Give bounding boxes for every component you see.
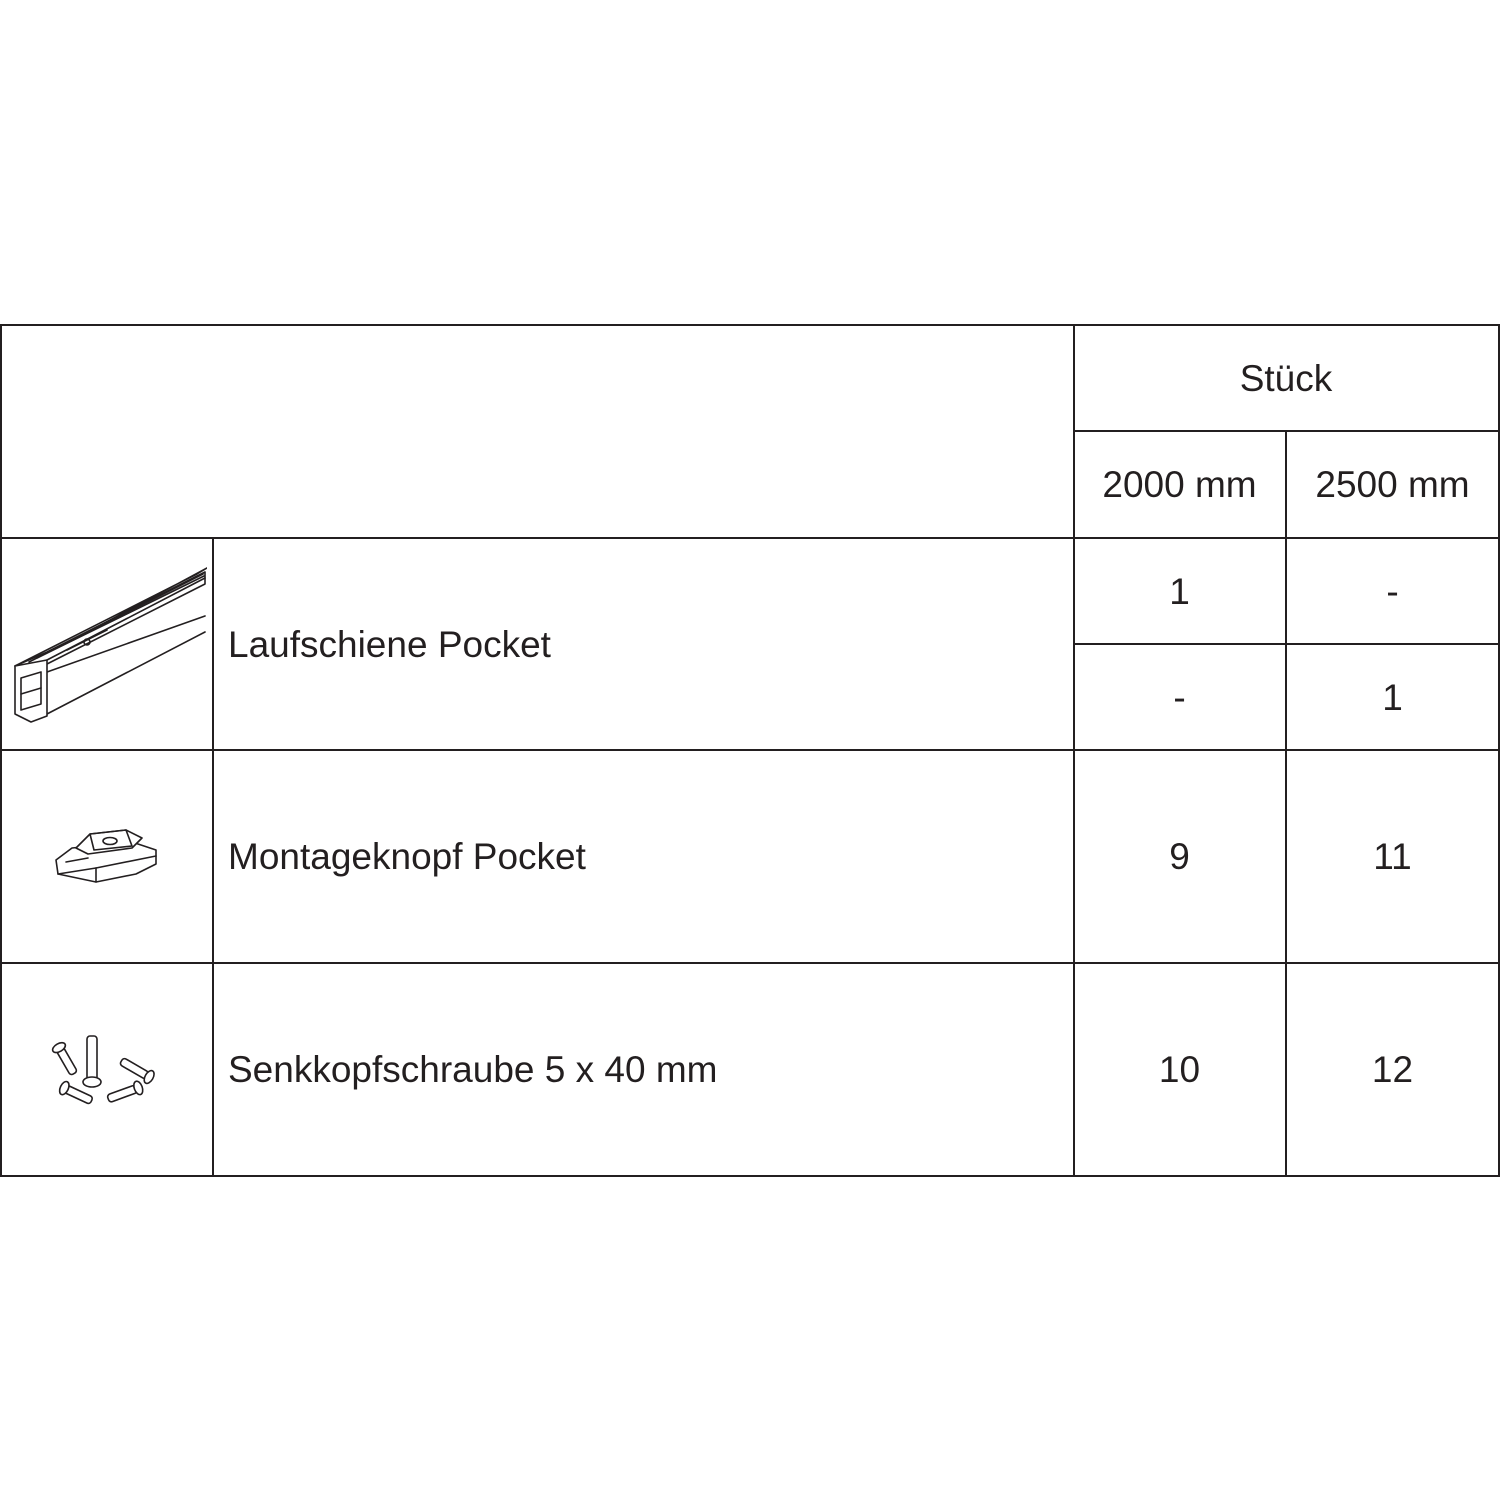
table-row-icon-cell <box>2 751 212 962</box>
table-row-label-cell <box>214 539 1073 749</box>
quantity-value: 9 <box>1169 836 1190 877</box>
quantity-cell <box>1287 645 1498 749</box>
quantity-value: 10 <box>1158 1049 1201 1090</box>
quantity-value: - <box>1173 676 1186 718</box>
rail-icon <box>7 554 207 734</box>
header-column-2000 <box>1074 432 1285 537</box>
quantity-value: 12 <box>1371 1049 1414 1090</box>
quantity-cell <box>1287 751 1498 962</box>
table-row-icon-cell <box>2 539 212 749</box>
part-name: Senkkopfschraube 5 x 40 mm <box>228 1049 718 1090</box>
quantity-value: 11 <box>1373 836 1412 877</box>
header-column-2500 <box>1287 432 1498 537</box>
quantity-cell <box>1287 539 1498 643</box>
header-column-label: 2500 mm <box>1315 464 1470 505</box>
quantity-value: - <box>1386 570 1399 612</box>
header-group-cell <box>1074 326 1498 430</box>
table-border-bottom <box>0 1175 1500 1177</box>
quantity-cell <box>1074 751 1285 962</box>
quantity-cell <box>1287 964 1498 1175</box>
screws-icon <box>47 1030 167 1110</box>
table-row-label-cell <box>214 964 1073 1175</box>
quantity-cell <box>1074 539 1285 643</box>
quantity-cell <box>1074 964 1285 1175</box>
header-column-label: 2000 mm <box>1102 464 1257 505</box>
mounting-button-icon <box>52 822 162 892</box>
quantity-value: 1 <box>1382 676 1403 718</box>
quantity-value: 1 <box>1169 570 1190 612</box>
part-name: Laufschiene Pocket <box>228 623 551 665</box>
table-row-label-cell <box>214 751 1073 962</box>
table-row-icon-cell <box>2 964 212 1175</box>
header-group-label: Stück <box>1239 357 1333 399</box>
part-name: Montageknopf Pocket <box>228 836 586 877</box>
quantity-cell <box>1074 645 1285 749</box>
